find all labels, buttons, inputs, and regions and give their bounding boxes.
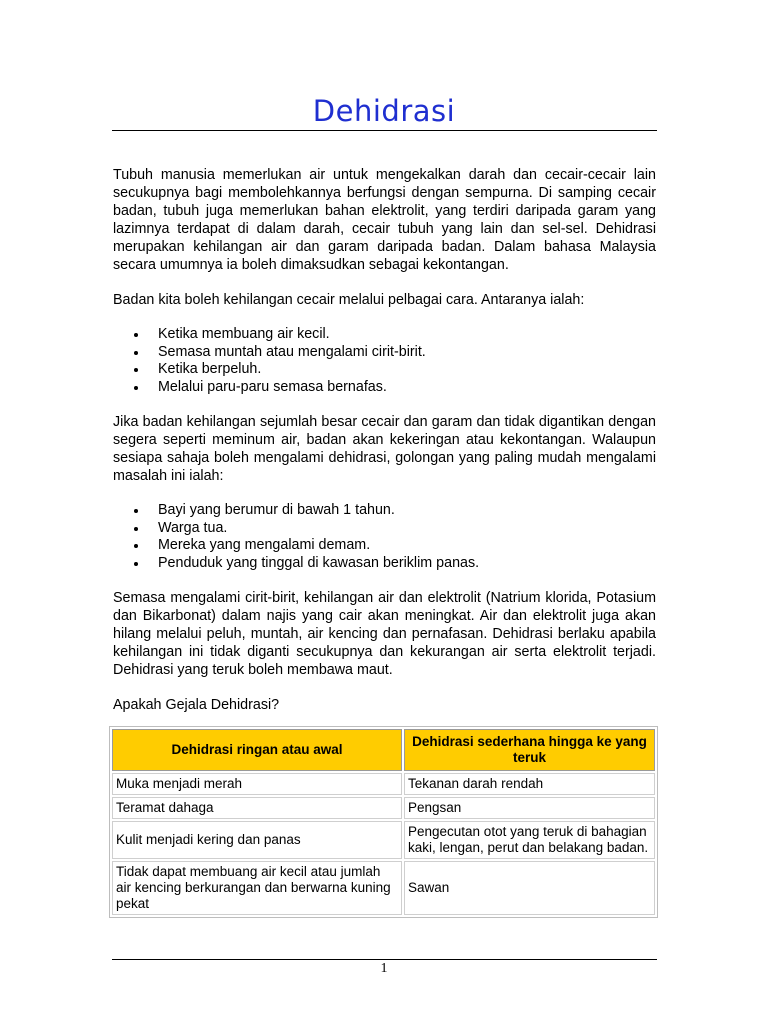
list-item: Ketika membuang air kecil.: [158, 326, 656, 344]
table-header-severe: Dehidrasi sederhana hingga ke yang teruk: [404, 729, 655, 771]
paragraph-causes-intro: Badan kita boleh kehilangan cecair melalui pelbagai cara. Antaranya ialah:: [113, 292, 585, 308]
title-divider: [112, 130, 657, 131]
paragraph-electrolytes: Semasa mengalami cirit-birit, kehilangan air dan elektrolit (Natrium klorida, Potasium dan Bikarbonat) dalam najis yang cair akan meningkat. Air dan elektrolit juga akan hilang melalui peluh, muntah, air kencing dan pernafasan. Dehidrasi berlaku apabila kehilangan ini tidak diganti secukupnya dan kekurangan air serta elektrolit terjadi. Dehidrasi yang teruk boleh membawa maut.: [113, 590, 656, 678]
list-item: Warga tua.: [158, 520, 656, 538]
table-cell: Pengecutan otot yang teruk di bahagian kaki, lengan, perut dan belakang badan.: [404, 821, 655, 859]
page-title: Dehidrasi: [312, 94, 456, 128]
symptoms-question: Apakah Gejala Dehidrasi?: [113, 697, 280, 713]
table-cell: Kulit menjadi kering dan panas: [112, 821, 402, 859]
table-row: [112, 773, 655, 795]
table-header-row: [112, 729, 655, 771]
risk-groups-list: [113, 502, 656, 572]
table-row: [112, 861, 655, 915]
table-cell: Tekanan darah rendah: [404, 773, 655, 795]
table-row: [112, 821, 655, 859]
list-item: Penduduk yang tinggal di kawasan beriklim panas.: [158, 555, 656, 573]
table-cell: Tidak dapat membuang air kecil atau jumlah air kencing berkurangan dan berwarna kuning pekat: [112, 861, 402, 915]
causes-list: [113, 326, 656, 396]
table-row: [112, 797, 655, 819]
footer-divider: [112, 959, 657, 960]
list-item: Mereka yang mengalami demam.: [158, 537, 656, 555]
list-item: Semasa muntah atau mengalami cirit-birit.: [158, 344, 656, 362]
table-cell: Pengsan: [404, 797, 655, 819]
list-item: Bayi yang berumur di bawah 1 tahun.: [158, 502, 656, 520]
table-cell: Muka menjadi merah: [112, 773, 402, 795]
page-number: 1: [380, 961, 388, 976]
symptoms-table: [109, 726, 658, 918]
paragraph-intro: Tubuh manusia memerlukan air untuk mengekalkan darah dan cecair-cecair lain secukupnya bagi membolehkannya berfungsi dengan sempurna. Di samping cecair badan, tubuh juga memerlukan bahan elektrolit, yang terdiri daripada garam yang lazimnya terdapat di dalam darah, cecair tubuh yang lain dan sel-sel. Dehidrasi merupakan kehilangan air dan garam daripada badan. Dalam bahasa Malaysia secara umumnya ia boleh dimaksudkan sebagai kekontangan.: [113, 167, 656, 273]
table-cell: Sawan: [404, 861, 655, 915]
list-item: Melalui paru-paru semasa bernafas.: [158, 379, 656, 397]
table-cell: Teramat dahaga: [112, 797, 402, 819]
paragraph-risk-groups: Jika badan kehilangan sejumlah besar cecair dan garam dan tidak digantikan dengan segera seperti meminum air, badan akan kekeringan atau kekontangan. Walaupun sesiapa sahaja boleh mengalami dehidrasi, golongan yang paling mudah mengalami masalah ini ialah:: [113, 414, 656, 484]
list-item: Ketika berpeluh.: [158, 361, 656, 379]
document-body: [113, 166, 656, 918]
table-header-mild: Dehidrasi ringan atau awal: [112, 729, 402, 771]
